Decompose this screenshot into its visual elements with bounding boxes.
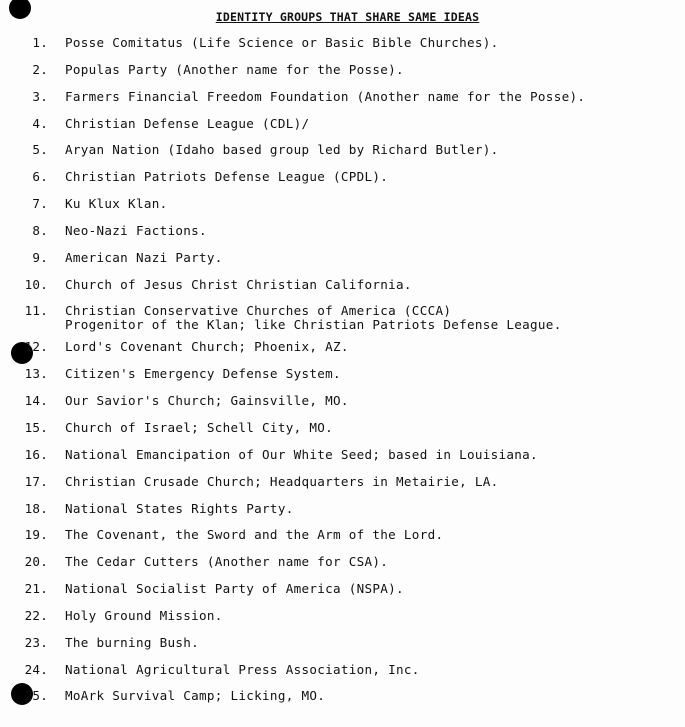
item-number: 18.	[24, 500, 48, 516]
item-text: American Nazi Party.	[65, 249, 223, 265]
list-item	[0, 117, 685, 135]
list-item	[0, 555, 685, 573]
list-item	[0, 394, 685, 412]
item-number: 9.	[32, 249, 48, 265]
list-item	[0, 170, 685, 188]
item-number: 5.	[32, 142, 48, 158]
item-number: 4.	[32, 115, 48, 131]
item-text: Ku Klux Klan.	[65, 196, 168, 212]
item-number: 16.	[24, 446, 48, 462]
list-item	[0, 475, 685, 493]
item-number: 3.	[32, 88, 48, 104]
item-text: Aryan Nation (Idaho based group led by Richard Butler).	[65, 142, 499, 158]
item-number: 10.	[24, 276, 48, 292]
item-text: Christian Conservative Churches of America (CCCA) Progenitor of the Klan; like Christian Patriots Defense League.	[65, 303, 562, 333]
list-item	[0, 609, 685, 627]
item-text: Church of Jesus Christ Christian California.	[65, 276, 412, 292]
list-item	[0, 367, 685, 385]
item-number: 6.	[32, 169, 48, 185]
item-number: 24.	[24, 661, 48, 677]
document-title: IDENTITY GROUPS THAT SHARE SAME IDEAS	[215, 10, 480, 24]
item-text: Our Savior's Church; Gainsville, MO.	[65, 393, 349, 409]
list-item	[0, 251, 685, 269]
list-item	[0, 197, 685, 215]
list-item	[0, 582, 685, 600]
item-number: 22.	[24, 607, 48, 623]
list-item	[0, 224, 685, 242]
item-text: National States Rights Party.	[65, 500, 294, 516]
item-number: 13.	[24, 366, 48, 382]
item-number: 12.	[24, 339, 48, 355]
list-item	[0, 663, 685, 681]
item-text: MoArk Survival Camp; Licking, MO.	[65, 688, 326, 704]
item-text: Christian Crusade Church; Headquarters in Metairie, LA.	[65, 473, 499, 489]
item-number: 8.	[32, 222, 48, 238]
item-text: National Agricultural Press Association, Inc.	[65, 661, 420, 677]
item-text: National Socialist Party of America (NSPA).	[65, 581, 404, 597]
list-item	[0, 63, 685, 81]
item-text: The burning Bush.	[65, 634, 199, 650]
item-number: 19.	[24, 527, 48, 543]
item-number: 1.	[32, 35, 48, 50]
item-text: National Emancipation of Our White Seed; based in Louisiana.	[65, 446, 538, 462]
list-item	[0, 36, 685, 54]
item-text: Church of Israel; Schell City, MO.	[65, 419, 333, 435]
item-number: 23.	[24, 634, 48, 650]
item-number: 25.	[24, 688, 48, 704]
list-item	[0, 340, 685, 358]
item-number: 7.	[32, 196, 48, 212]
item-text: Posse Comitatus (Life Science or Basic Bible Churches).	[65, 35, 499, 50]
list-item	[0, 528, 685, 546]
list-item	[0, 90, 685, 108]
list-item	[0, 421, 685, 439]
list-item	[0, 502, 685, 520]
list-item	[0, 448, 685, 466]
item-number: 21.	[24, 581, 48, 597]
list-item	[0, 689, 685, 707]
item-text: Christian Patriots Defense League (CPDL).	[65, 169, 389, 185]
item-number: 15.	[24, 419, 48, 435]
item-number: 2.	[32, 61, 48, 77]
item-text: Holy Ground Mission.	[65, 607, 223, 623]
item-text: Neo-Nazi Factions.	[65, 222, 207, 238]
item-text: Citizen's Emergency Defense System.	[65, 366, 341, 382]
item-number: 14.	[24, 393, 48, 409]
item-number: 20.	[24, 554, 48, 570]
item-text: Christian Defense League (CDL)/	[65, 115, 310, 131]
list-item	[0, 278, 685, 296]
group-list	[0, 36, 685, 716]
list-item	[0, 304, 685, 332]
item-text: The Cedar Cutters (Another name for CSA).	[65, 554, 389, 570]
item-text: Farmers Financial Freedom Foundation (Another name for the Posse).	[65, 88, 586, 104]
item-text: Lord's Covenant Church; Phoenix, AZ.	[65, 339, 349, 355]
item-number: 11.	[24, 303, 48, 319]
list-item	[0, 636, 685, 654]
item-text: The Covenant, the Sword and the Arm of the Lord.	[65, 527, 444, 543]
item-text: Populas Party (Another name for the Posse).	[65, 61, 404, 77]
list-item	[0, 143, 685, 161]
item-number: 17.	[24, 473, 48, 489]
